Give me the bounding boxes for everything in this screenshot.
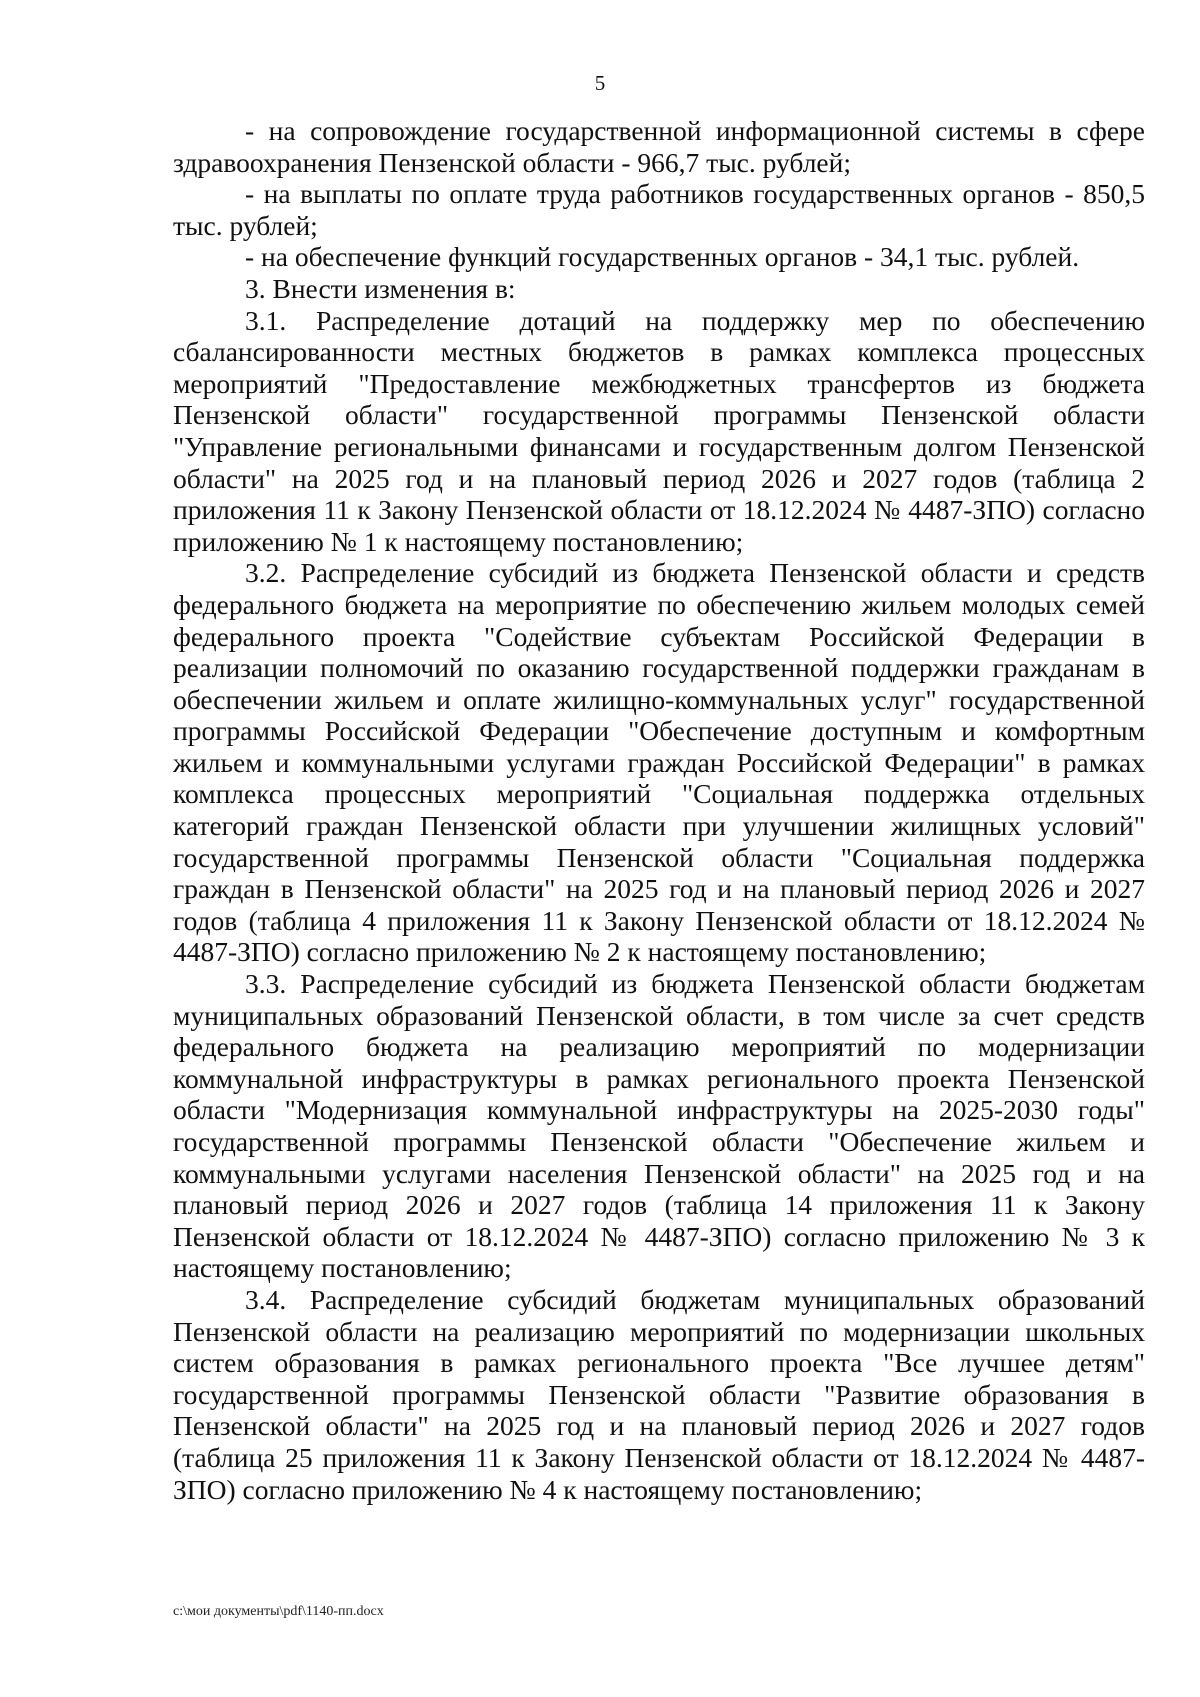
paragraph-item-3-1: 3.1. Распределение дотаций на поддержку мер по обеспечению сбалансированности местных бюджетов в рамках комплекса процессных мероприятий "Предоставление межбюджетных трансфертов из бюджета Пензенской области" государственной программы Пензенской области "Управление региональными финансами и государственным долгом Пензенской области" на 2025 год и на плановый период 2026 и 2027 годов (таблица 2 приложения 11 к Закону Пензенской области от 18.12.2024 № 4487-ЗПО) согласно приложению № 1 к настоящему постановлению; [173,304,1145,557]
page-number: 5 [594,71,606,95]
paragraph-item-3-3: 3.3. Распределение субсидий из бюджета Пензенской области бюджетам муниципальных образований Пензенской области, в том числе за счет средств федерального бюджета на реализацию мероприятий по модернизации коммунальной инфраструктуры в рамках регионального проекта Пензенской области "Модернизация коммунальной инфраструктуры на 2025-2030 годы" государственной программы Пензенской области "Обеспечение жильем и коммунальными услугами населения Пензенской области" на 2025 год и на плановый период 2026 и 2027 годов (таблица 14 приложения 11 к Закону Пензенской области от 18.12.2024 № 4487-ЗПО) согласно приложению № 3 к настоящему постановлению; [173,968,1145,1284]
paragraph-labor-payments: - на выплаты по оплате труда работников государственных органов - 850,5 тыс. рублей; [173,178,1145,241]
paragraph-item-3-4: 3.4. Распределение субсидий бюджетам муниципальных образований Пензенской области на реализацию мероприятий по модернизации школьных систем образования в рамках регионального проекта "Все лучшее детям" государственной программы Пензенской области "Развитие образования в Пензенской области" на 2025 год и на плановый период 2026 и 2027 годов (таблица 25 приложения 11 к Закону Пензенской области от 18.12.2024 № 4487-ЗПО) согласно приложению № 4 к настоящему постановлению; [173,1283,1145,1505]
paragraph-item-3-2: 3.2. Распределение субсидий из бюджета Пензенской области и средств федерального бюджета на мероприятие по обеспечению жильем молодых семей федерального проекта "Содействие субъектам Российской Федерации в реализации полномочий по оказанию государственной поддержки гражданам в обеспечении жильем и оплате жилищно-коммунальных услуг" государственной программы Российской Федерации "Обеспечение доступным и комфортным жильем и коммунальными услугами граждан Российской Федерации" в рамках комплекса процессных мероприятий "Социальная поддержка отдельных категорий граждан Пензенской области при улучшении жилищных условий" государственной программы Пензенской области "Социальная поддержка граждан в Пензенской области" на 2025 год и на плановый период 2026 и 2027 годов (таблица 4 приложения 11 к Закону Пензенской области от 18.12.2024 № 4487-ЗПО) согласно приложению № 2 к настоящему постановлению; [173,557,1145,968]
paragraph-state-bodies-functions: - на обеспечение функций государственных органов - 34,1 тыс. рублей. [245,241,1080,273]
footer-file-path: c:\мои документы\pdf\1140-пп.docx [173,1604,384,1619]
paragraph-healthcare-system: - на сопровождение государственной информационной системы в сфере здравоохранения Пензенской области - 966,7 тыс. рублей; [173,115,1145,178]
paragraph-item-3-heading: 3. Внести изменения в: [245,272,516,304]
document-body [173,115,1145,1505]
